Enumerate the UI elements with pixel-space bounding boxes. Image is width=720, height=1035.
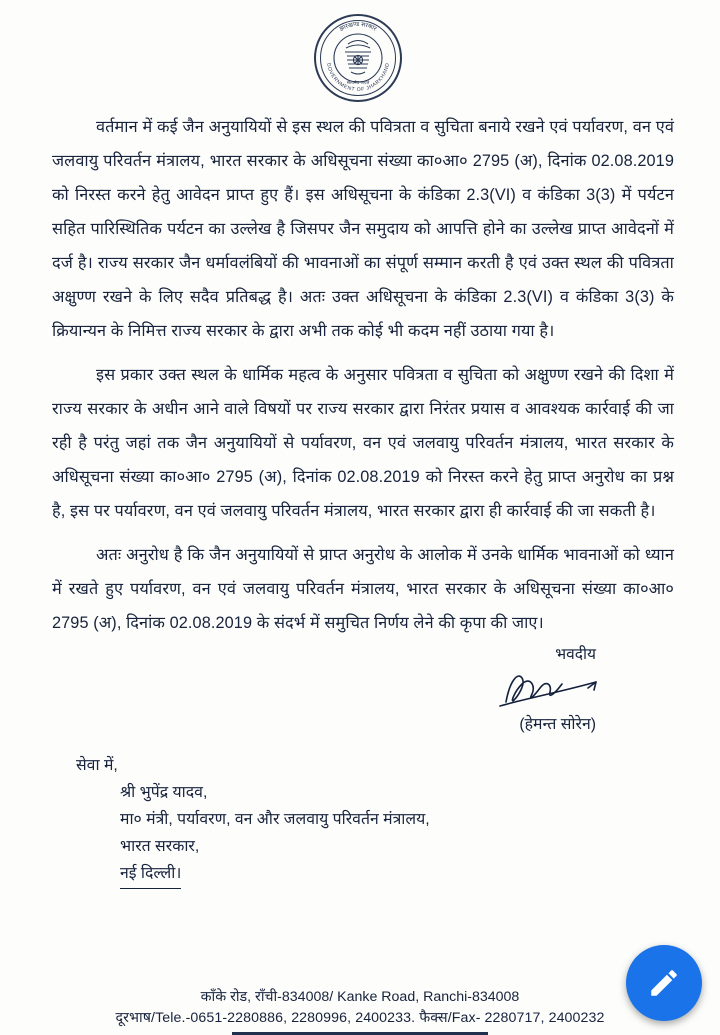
edit-fab[interactable] — [626, 945, 702, 1021]
emblem-container — [0, 0, 720, 110]
addressee-line-1: श्री भुपेंद्र यादव, — [120, 784, 208, 801]
paragraph-2: इस प्रकार उक्त स्थल के धार्मिक महत्व के अनुसार पवित्रता व सुचिता को अक्षुण्ण रखने की दिशा में राज्य सरकार के अधीन आने वाले विषयों पर राज्य सरकार द्वारा निरंतर प्रयास व आवश्यक कार्रवाई की जा रही है परंतु जहां तक जैन अनुयायियों से पर्यावरण, वन एवं जलवायु परिवर्तन मंत्रालय, भारत सरकार के अधिसूचना संख्या का०आ० 2795 (अ), दिनांक 02.08.2019 को निरस्त करने हेतु प्राप्त अनुरोध का प्रश्न है, इस पर पर्यावरण, वन एवं जलवायु परिवर्तन मंत्रालय, भारत सरकार द्वारा ही कार्रवाई की जा सकती है। — [52, 366, 674, 520]
closing-text: भवदीय — [555, 646, 596, 663]
pencil-icon — [647, 966, 681, 1000]
paragraph-1: वर्तमान में कई जैन अनुयायियों से इस स्थल की पवित्रता व सुचिता बनाये रखने एवं पर्यावरण, वन एवं जलवायु परिवर्तन मंत्रालय, भारत सरकार के अधिसूचना संख्या का०आ० 2795 (अ), दिनांक 02.08.2019 को निरस्त करने हेतु आवेदन प्राप्त हुए हैं। इस अधिसूचना के कंडिका 2.3(VI) व कंडिका 3(3) में पर्यटन सहित पारिस्थितिक पर्यटन का उल्लेख है जिसपर जैन समुदाय को आपत्ति होने का उल्लेख प्राप्त आवेदनों में दर्ज है। राज्य सरकार जैन धर्मावलंबियों की भावनाओं का संपूर्ण सम्मान करती है एवं उक्त स्थल की पवित्रता अक्षुण्ण रखने के लिए सदैव प्रतिबद्ध है। अतः उक्त अधिसूचना के कंडिका 2.3(VI) व कंडिका 3(3) के क्रियान्यन के निमित्त राज्य सरकार के द्वारा अभी तक कोई भी कदम नहीं उठाया गया है। — [52, 118, 674, 340]
signature-block — [52, 644, 674, 736]
addressee-line-3: भारत सरकार, — [120, 838, 200, 855]
salutation: सेवा में, — [76, 757, 118, 774]
letter-footer — [0, 987, 720, 1029]
addressee-city: नई दिल्ली। — [120, 860, 181, 889]
letter-body — [0, 110, 720, 889]
paragraph-3: अतः अनुरोध है कि जैन अनुयायियों से प्राप्त अनुरोध के आलोक में उनके धार्मिक भावनाओं को ध्यान में रखते हुए पर्यावरण, वन एवं जलवायु परिवर्तन मंत्रालय, भारत सरकार के अधिसूचना संख्या का०आ० 2795 (अ), दिनांक 02.08.2019 के संदर्भ में समुचित निर्णय लेने की कृपा की जाए। — [52, 546, 674, 632]
svg-text:झारखण्ड सरकार: झारखण्ड सरकार — [338, 21, 378, 33]
addressee-line-2: मा० मंत्री, पर्यावरण, वन और जलवायु परिवर्तन मंत्रालय, — [120, 811, 430, 828]
emblem-artwork — [314, 14, 406, 106]
footer-contact: दूरभाष/Tele.-0651-2280886, 2280996, 2400233. फैक्स/Fax- 2280717, 2400232 — [115, 1010, 605, 1026]
addressee-line-4 — [76, 860, 674, 889]
handwritten-signature — [52, 666, 596, 712]
signatory-name: (हेमन्त सोरेन) — [519, 716, 596, 733]
government-of-jharkhand-emblem — [314, 14, 406, 106]
addressee-block — [52, 752, 674, 889]
footer-address: काँके रोड, राँची-834008/ Kanke Road, Ranchi-834008 — [200, 989, 520, 1005]
svg-text:GOVERNMENT OF JHARKHAND: GOVERNMENT OF JHARKHAND — [325, 62, 391, 94]
svg-text:सत्यमेव जयते: सत्यमेव जयते — [346, 80, 370, 85]
